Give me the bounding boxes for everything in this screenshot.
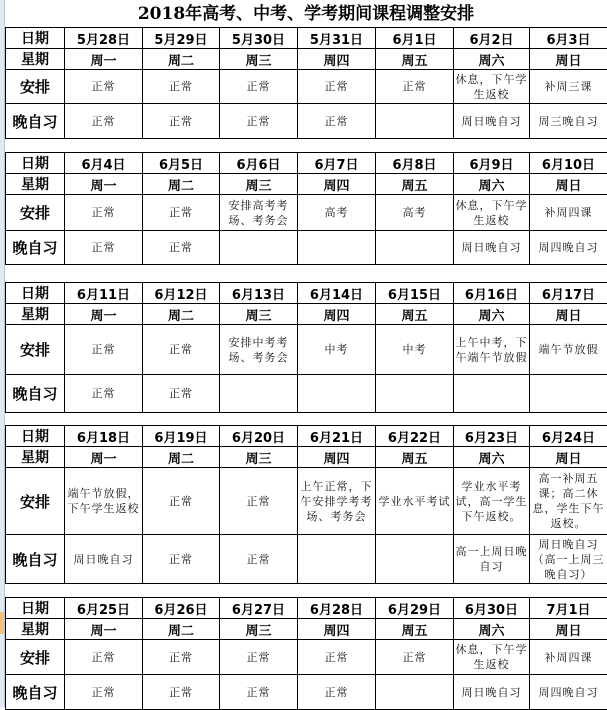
spacer-row <box>5 582 607 598</box>
evening-cell[interactable]: 周日晚自习 <box>454 104 530 139</box>
evening-row <box>6 535 607 584</box>
date-row <box>6 153 607 174</box>
date-cell[interactable]: 6月18日 <box>65 426 143 447</box>
arrangement-cell[interactable]: 补周四课 <box>530 195 607 231</box>
arrangement-label[interactable]: 安排 <box>6 70 65 104</box>
weekday-label[interactable]: 星期 <box>6 447 65 468</box>
date-label[interactable]: 日期 <box>6 153 65 174</box>
evening-cell[interactable]: 正常 <box>65 104 143 139</box>
weekday-cell[interactable]: 周五 <box>376 619 454 640</box>
weekday-cell[interactable]: 周四 <box>298 304 376 325</box>
date-cell[interactable]: 6月26日 <box>143 598 220 619</box>
date-cell[interactable]: 6月23日 <box>454 426 530 447</box>
weekday-cell[interactable]: 周六 <box>454 619 530 640</box>
arrangement-cell[interactable]: 端午节放假 <box>530 325 607 375</box>
arrangement-row <box>6 640 607 675</box>
arrangement-cell[interactable]: 高一补周五课；高二休息，学生下午返校。 <box>530 468 607 535</box>
evening-row <box>6 675 607 710</box>
arrangement-cell[interactable]: 高考 <box>298 195 376 231</box>
arrangement-label[interactable]: 安排 <box>6 468 65 535</box>
arrangement-cell[interactable]: 正常 <box>143 195 220 231</box>
arrangement-cell[interactable]: 休息，下午学生返校 <box>454 640 530 675</box>
date-cell[interactable]: 5月31日 <box>298 28 376 49</box>
evening-cell[interactable]: 周日晚自习 <box>454 675 530 710</box>
evening-cell[interactable]: 正常 <box>298 675 376 710</box>
date-label[interactable]: 日期 <box>6 283 65 304</box>
evening-cell[interactable]: 周四晚自习 <box>530 231 607 265</box>
weekday-row <box>6 447 607 468</box>
evening-cell[interactable]: 正常 <box>298 104 376 139</box>
weekday-row <box>6 49 607 70</box>
evening-cell[interactable]: 正常 <box>143 535 220 584</box>
arrangement-row <box>6 70 607 104</box>
evening-cell[interactable]: 正常 <box>65 231 143 265</box>
arrangement-row <box>6 195 607 231</box>
weekday-cell[interactable]: 周一 <box>65 619 143 640</box>
weekday-cell[interactable]: 周日 <box>530 174 607 195</box>
weekday-cell[interactable]: 周六 <box>454 447 530 468</box>
weekday-row <box>6 619 607 640</box>
date-row <box>6 426 607 447</box>
arrangement-cell[interactable]: 休息，下午学生返校 <box>454 70 530 104</box>
evening-cell[interactable]: 高一上周日晚自习 <box>454 535 530 584</box>
date-cell[interactable]: 6月7日 <box>298 153 376 174</box>
arrangement-cell[interactable]: 正常 <box>220 70 298 104</box>
weekday-cell[interactable]: 周五 <box>376 304 454 325</box>
evening-cell[interactable] <box>298 535 376 584</box>
date-cell[interactable]: 6月6日 <box>220 153 298 174</box>
week-table <box>5 425 607 584</box>
evening-cell[interactable]: 正常 <box>143 375 220 413</box>
weekday-cell[interactable]: 周三 <box>220 619 298 640</box>
date-cell[interactable]: 6月29日 <box>376 598 454 619</box>
evening-cell[interactable]: 正常 <box>143 104 220 139</box>
arrangement-cell[interactable]: 上午正常，下午安排学考考场、考务会 <box>298 468 376 535</box>
date-cell[interactable]: 6月10日 <box>530 153 607 174</box>
arrangement-cell[interactable]: 正常 <box>298 640 376 675</box>
arrangement-cell[interactable]: 安排高考考场、考务会 <box>220 195 298 231</box>
arrangement-cell[interactable]: 正常 <box>376 640 454 675</box>
weekday-cell[interactable]: 周四 <box>298 447 376 468</box>
weekday-cell[interactable]: 周二 <box>143 304 220 325</box>
date-cell[interactable]: 6月25日 <box>65 598 143 619</box>
evening-cell[interactable]: 正常 <box>220 104 298 139</box>
date-cell[interactable]: 6月28日 <box>298 598 376 619</box>
date-cell[interactable]: 6月1日 <box>376 28 454 49</box>
week-table <box>5 152 607 265</box>
evening-row <box>6 375 607 413</box>
date-cell[interactable]: 5月28日 <box>65 28 143 49</box>
date-cell[interactable]: 7月1日 <box>530 598 607 619</box>
arrangement-cell[interactable]: 补周三课 <box>530 70 607 104</box>
weekday-label[interactable]: 星期 <box>6 304 65 325</box>
evening-cell[interactable] <box>298 375 376 413</box>
arrangement-cell[interactable]: 正常 <box>143 640 220 675</box>
weekday-label[interactable]: 星期 <box>6 49 65 70</box>
evening-row <box>6 231 607 265</box>
date-cell[interactable]: 6月9日 <box>454 153 530 174</box>
evening-cell[interactable]: 周四晚自习 <box>530 675 607 710</box>
arrangement-cell[interactable]: 正常 <box>220 468 298 535</box>
weekday-cell[interactable]: 周日 <box>530 447 607 468</box>
evening-label[interactable]: 晚自习 <box>6 535 65 584</box>
weekday-cell[interactable]: 周一 <box>65 174 143 195</box>
evening-cell[interactable]: 周日晚自习 <box>65 535 143 584</box>
weekday-cell[interactable]: 周五 <box>376 174 454 195</box>
arrangement-cell[interactable]: 上午中考，下午端午节放假 <box>454 325 530 375</box>
arrangement-cell[interactable]: 端午节放假，下午学生返校 <box>65 468 143 535</box>
weekday-cell[interactable]: 周五 <box>376 49 454 70</box>
weekday-cell[interactable]: 周二 <box>143 447 220 468</box>
arrangement-label[interactable]: 安排 <box>6 640 65 675</box>
arrangement-cell[interactable]: 正常 <box>143 325 220 375</box>
arrangement-cell[interactable]: 正常 <box>143 468 220 535</box>
date-cell[interactable]: 6月3日 <box>530 28 607 49</box>
weekday-cell[interactable]: 周二 <box>143 619 220 640</box>
evening-label[interactable]: 晚自习 <box>6 104 65 139</box>
date-cell[interactable]: 6月5日 <box>143 153 220 174</box>
date-cell[interactable]: 6月11日 <box>65 283 143 304</box>
date-cell[interactable]: 6月2日 <box>454 28 530 49</box>
weekday-cell[interactable]: 周六 <box>454 304 530 325</box>
evening-cell[interactable] <box>530 375 607 413</box>
weekday-cell[interactable]: 周五 <box>376 447 454 468</box>
date-cell[interactable]: 6月21日 <box>298 426 376 447</box>
arrangement-row <box>6 325 607 375</box>
date-cell[interactable]: 6月12日 <box>143 283 220 304</box>
weekday-cell[interactable]: 周四 <box>298 49 376 70</box>
weekday-cell[interactable]: 周六 <box>454 174 530 195</box>
arrangement-cell[interactable]: 正常 <box>376 70 454 104</box>
weekday-label[interactable]: 星期 <box>6 619 65 640</box>
weekday-label[interactable]: 星期 <box>6 174 65 195</box>
date-cell[interactable]: 6月15日 <box>376 283 454 304</box>
spacer-row <box>5 262 607 283</box>
arrangement-cell[interactable]: 休息，下午学生返校 <box>454 195 530 231</box>
arrangement-cell[interactable]: 高考 <box>376 195 454 231</box>
arrangement-label[interactable]: 安排 <box>6 195 65 231</box>
arrangement-cell[interactable]: 中考 <box>298 325 376 375</box>
evening-label[interactable]: 晚自习 <box>6 675 65 710</box>
weekday-cell[interactable]: 周二 <box>143 174 220 195</box>
evening-row <box>6 104 607 139</box>
weekday-cell[interactable]: 周一 <box>65 447 143 468</box>
weekday-row <box>6 304 607 325</box>
arrangement-cell[interactable]: 正常 <box>65 325 143 375</box>
date-cell[interactable]: 6月4日 <box>65 153 143 174</box>
weekday-cell[interactable]: 周三 <box>220 49 298 70</box>
selected-row-marker <box>0 612 4 634</box>
evening-cell[interactable]: 正常 <box>143 675 220 710</box>
evening-cell[interactable] <box>220 375 298 413</box>
weekday-cell[interactable]: 周二 <box>143 49 220 70</box>
weekday-cell[interactable]: 周四 <box>298 619 376 640</box>
evening-cell[interactable] <box>220 231 298 265</box>
arrangement-cell[interactable]: 正常 <box>143 70 220 104</box>
arrangement-cell[interactable]: 正常 <box>65 195 143 231</box>
date-row <box>6 28 607 49</box>
date-cell[interactable]: 6月24日 <box>530 426 607 447</box>
date-label[interactable]: 日期 <box>6 28 65 49</box>
date-label[interactable]: 日期 <box>6 426 65 447</box>
arrangement-cell[interactable]: 正常 <box>220 640 298 675</box>
evening-cell[interactable] <box>376 104 454 139</box>
date-cell[interactable]: 6月14日 <box>298 283 376 304</box>
date-cell[interactable]: 6月30日 <box>454 598 530 619</box>
evening-cell[interactable] <box>298 231 376 265</box>
evening-label[interactable]: 晚自习 <box>6 231 65 265</box>
date-cell[interactable]: 6月27日 <box>220 598 298 619</box>
date-row <box>6 598 607 619</box>
evening-cell[interactable] <box>376 231 454 265</box>
date-cell[interactable]: 6月16日 <box>454 283 530 304</box>
date-cell[interactable]: 5月29日 <box>143 28 220 49</box>
weekday-row <box>6 174 607 195</box>
evening-cell[interactable]: 周日晚自习 <box>454 231 530 265</box>
arrangement-cell[interactable]: 正常 <box>65 70 143 104</box>
arrangement-cell[interactable]: 学业水平考试 <box>376 468 454 535</box>
evening-cell[interactable] <box>376 375 454 413</box>
evening-cell[interactable]: 正常 <box>65 375 143 413</box>
date-cell[interactable]: 5月30日 <box>220 28 298 49</box>
evening-label[interactable]: 晚自习 <box>6 375 65 413</box>
evening-cell[interactable]: 正常 <box>220 675 298 710</box>
evening-cell[interactable] <box>376 535 454 584</box>
date-row <box>6 283 607 304</box>
arrangement-cell[interactable]: 补周四课 <box>530 640 607 675</box>
evening-cell[interactable]: 周日晚自习（高一上周三晚自习） <box>530 535 607 584</box>
weekday-cell[interactable]: 周一 <box>65 49 143 70</box>
weekday-cell[interactable]: 周日 <box>530 304 607 325</box>
week-table <box>5 597 607 710</box>
weekday-cell[interactable]: 周三 <box>220 304 298 325</box>
evening-cell[interactable] <box>454 375 530 413</box>
date-cell[interactable]: 6月8日 <box>376 153 454 174</box>
date-label[interactable]: 日期 <box>6 598 65 619</box>
week-table <box>5 282 607 413</box>
arrangement-row <box>6 468 607 535</box>
weekday-cell[interactable]: 周日 <box>530 619 607 640</box>
arrangement-label[interactable]: 安排 <box>6 325 65 375</box>
arrangement-cell[interactable]: 正常 <box>298 70 376 104</box>
evening-cell[interactable]: 正常 <box>220 535 298 584</box>
arrangement-cell[interactable]: 安排中考考场、考务会 <box>220 325 298 375</box>
weekday-cell[interactable]: 周日 <box>530 49 607 70</box>
weekday-cell[interactable]: 周六 <box>454 49 530 70</box>
date-cell[interactable]: 6月19日 <box>143 426 220 447</box>
page-title: 2018年高考、中考、学考期间课程调整安排 <box>5 0 607 27</box>
evening-cell[interactable]: 周三晚自习 <box>530 104 607 139</box>
evening-cell[interactable] <box>376 675 454 710</box>
weekday-cell[interactable]: 周三 <box>220 447 298 468</box>
week-table <box>5 27 607 139</box>
date-cell[interactable]: 6月13日 <box>220 283 298 304</box>
evening-cell[interactable]: 正常 <box>65 675 143 710</box>
date-cell[interactable]: 6月17日 <box>530 283 607 304</box>
date-cell[interactable]: 6月22日 <box>376 426 454 447</box>
weekday-cell[interactable]: 周四 <box>298 174 376 195</box>
date-cell[interactable]: 6月20日 <box>220 426 298 447</box>
arrangement-cell[interactable]: 学业水平考试，高一学生下午返校。 <box>454 468 530 535</box>
arrangement-cell[interactable]: 中考 <box>376 325 454 375</box>
arrangement-cell[interactable]: 正常 <box>65 640 143 675</box>
weekday-cell[interactable]: 周一 <box>65 304 143 325</box>
evening-cell[interactable]: 正常 <box>143 231 220 265</box>
weekday-cell[interactable]: 周三 <box>220 174 298 195</box>
